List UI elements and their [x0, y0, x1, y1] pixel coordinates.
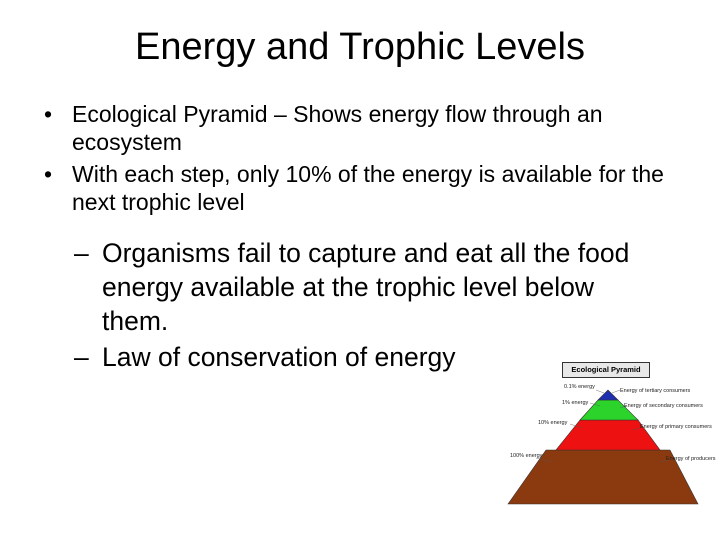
bullet-text: Ecological Pyramid – Shows energy flow through an ecosystem — [72, 101, 603, 155]
bullet-dot: • — [44, 101, 53, 127]
ecological-pyramid-figure — [500, 362, 716, 512]
bullet-dot: • — [44, 161, 53, 187]
sub-bullet-dash: – — [74, 238, 89, 268]
bullet-item — [40, 160, 680, 216]
bullet-item — [40, 100, 680, 156]
sub-bullet-text: Law of conservation of energy — [102, 342, 456, 372]
sub-bullet-dash: – — [74, 342, 89, 372]
bullet-text: With each step, only 10% of the energy is available for the next trophic level — [72, 161, 664, 215]
pyramid-label-primary-percent: 10% energy — [538, 420, 568, 426]
pyramid-label-tertiary-percent: 0.1% energy — [564, 384, 595, 390]
pyramid-label-secondary-role: Energy of secondary consumers — [624, 403, 703, 409]
pyramid-label-secondary-percent: 1% energy — [562, 400, 589, 406]
pyramid-label-tertiary-role: Energy of tertiary consumers — [620, 388, 691, 394]
sub-bullet-text: Organisms fail to capture and eat all the food energy available at the trophic level below them. — [102, 238, 630, 336]
pyramid-level-tertiary — [598, 390, 618, 400]
sub-bullet-item — [40, 236, 640, 338]
bullet-list — [40, 100, 680, 220]
pyramid-label-producers-role: Energy of producers — [666, 456, 716, 462]
slide-title: Energy and Trophic Levels — [135, 26, 585, 68]
pyramid-graphic — [500, 362, 716, 512]
pyramid-label-primary-role: Energy of primary consumers — [640, 424, 712, 430]
sub-bullet-list — [40, 234, 640, 374]
pyramid-title: Ecological Pyramid — [562, 362, 650, 378]
pyramid-label-producers-percent: 100% energy — [510, 453, 543, 459]
